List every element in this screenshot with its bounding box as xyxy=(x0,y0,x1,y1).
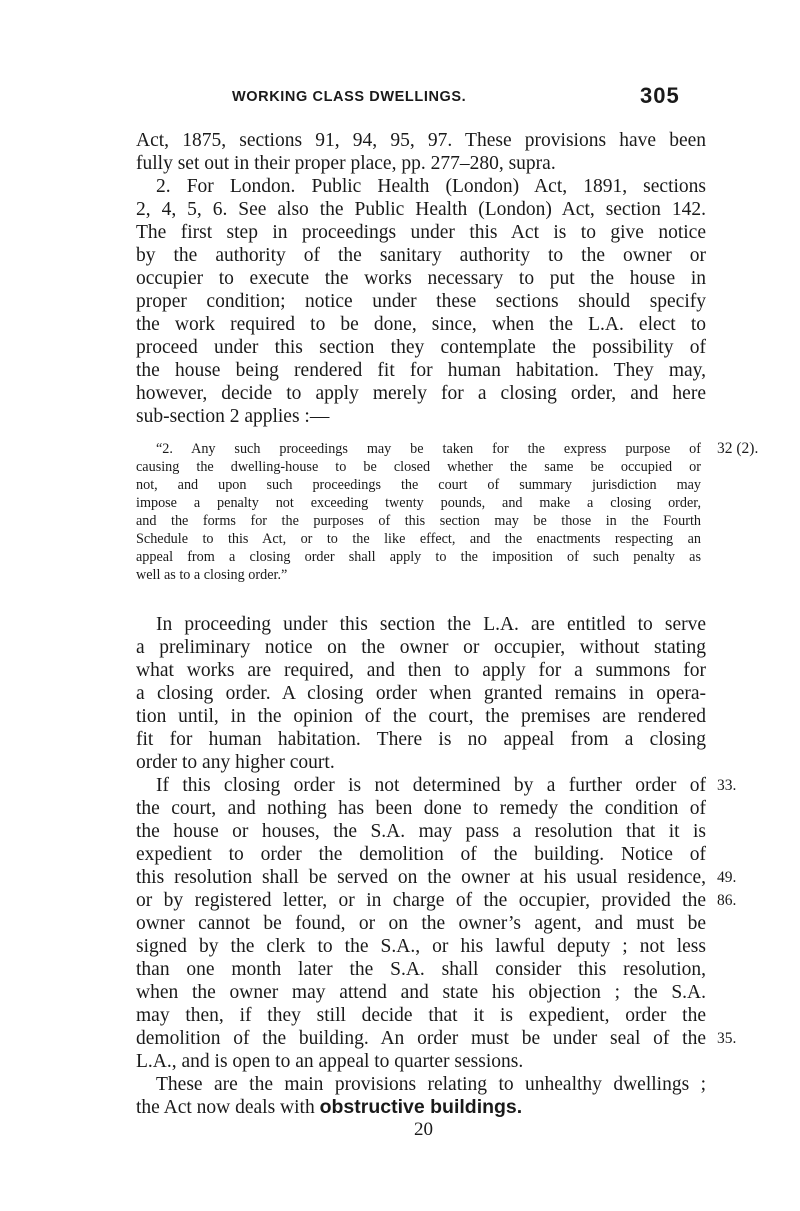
quote-line: well as to a closing order.” xyxy=(136,567,288,583)
quote-line: “2. Any such proceedings may be taken for the express purpose of xyxy=(156,441,701,457)
quote-line: causing the dwelling-house to be closed whether the same be occupied or xyxy=(136,459,701,475)
body-line: when the owner may attend and state his objection ; the S.A. xyxy=(136,982,706,1003)
body-line: by the authority of the sanitary authority to the owner or xyxy=(136,245,706,266)
marginal-note: 33. xyxy=(717,777,737,794)
body-line: owner cannot be found, or on the owner’s agent, and must be xyxy=(136,913,706,934)
body-line: occupier to execute the works necessary to put the house in xyxy=(136,268,706,289)
quote-line: Schedule to this Act, or to the like effect, and the enactments respecting an xyxy=(136,531,701,547)
page-number: 305 xyxy=(640,83,680,108)
body-line: If this closing order is not determined by a further order of xyxy=(156,775,706,796)
running-title: WORKING CLASS DWELLINGS. xyxy=(232,89,467,105)
body-line: however, decide to apply merely for a closing order, and here xyxy=(136,383,706,404)
body-line: sub-section 2 applies :— xyxy=(136,406,330,427)
body-line: These are the main provisions relating to unhealthy dwellings ; xyxy=(156,1074,706,1095)
marginal-note: 49. xyxy=(717,869,737,886)
body-line: 2, 4, 5, 6. See also the Public Health (London) Act, section 142. xyxy=(136,199,706,220)
body-line: fully set out in their proper place, pp. 277–280, supra. xyxy=(136,153,556,174)
body-line: proper condition; notice under these sections should specify xyxy=(136,291,706,312)
body-line: L.A., and is open to an appeal to quarter sessions. xyxy=(136,1051,524,1072)
body-line: signed by the clerk to the S.A., or his lawful deputy ; not less xyxy=(136,936,706,957)
body-line: the house or houses, the S.A. may pass a resolution that it is xyxy=(136,821,706,842)
body-line: or by registered letter, or in charge of the occupier, provided the xyxy=(136,890,706,911)
quote-line: appeal from a closing order shall apply to the imposition of such penalty as xyxy=(136,549,701,565)
body-line: proceed under this section they contemplate the possibility of xyxy=(136,337,706,358)
body-line: fit for human habitation. There is no appeal from a closing xyxy=(136,729,706,750)
final-line-prefix: the Act now deals with xyxy=(136,1097,320,1118)
body-line: may then, if they still decide that it is expedient, order the xyxy=(136,1005,706,1026)
body-line: expedient to order the demolition of the building. Notice of xyxy=(136,844,706,865)
body-line: than one month later the S.A. shall consider this resolution, xyxy=(136,959,706,980)
body-line: demolition of the building. An order must be under seal of the xyxy=(136,1028,706,1049)
body-line: tion until, in the opinion of the court, the premises are rendered xyxy=(136,706,706,727)
quote-line: and the forms for the purposes of this section may be those in the Fourth xyxy=(136,513,701,529)
final-line-emphasis: obstructive buildings. xyxy=(319,1096,523,1118)
body-line: a closing order. A closing order when granted remains in opera- xyxy=(136,683,706,704)
body-line: the court, and nothing has been done to remedy the condition of xyxy=(136,798,706,819)
final-line xyxy=(136,1096,706,1119)
body-line: what works are required, and then to apply for a summons for xyxy=(136,660,706,681)
body-line: this resolution shall be served on the owner at his usual residence, xyxy=(136,867,706,888)
quote-line: impose a penalty not exceeding twenty pounds, and make a closing order, xyxy=(136,495,701,511)
marginal-note: 35. xyxy=(717,1030,737,1047)
body-line: order to any higher court. xyxy=(136,752,335,773)
body-line: The first step in proceedings under this Act is to give notice xyxy=(136,222,706,243)
body-line: In proceeding under this section the L.A. are entitled to serve xyxy=(156,614,706,635)
body-line: the work required to be done, since, when the L.A. elect to xyxy=(136,314,706,335)
body-line: 2. For London. Public Health (London) Act, 1891, sections xyxy=(156,176,706,197)
body-line: a preliminary notice on the owner or occupier, without stating xyxy=(136,637,706,658)
signature-mark: 20 xyxy=(414,1119,433,1140)
marginal-note: 32 (2). xyxy=(717,440,759,457)
body-line: the house being rendered fit for human habitation. They may, xyxy=(136,360,706,381)
body-line: Act, 1875, sections 91, 94, 95, 97. These provisions have been xyxy=(136,130,706,151)
marginal-note: 86. xyxy=(717,892,737,909)
quote-line: not, and upon such proceedings the court of summary jurisdiction may xyxy=(136,477,701,493)
